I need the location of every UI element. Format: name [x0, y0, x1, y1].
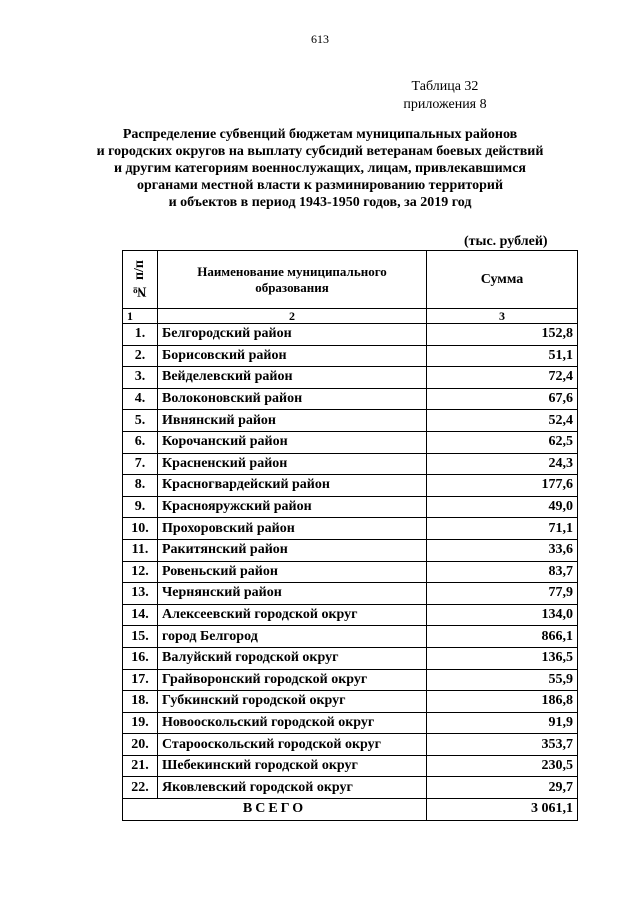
row-number: 19.	[123, 712, 158, 734]
row-name: Прохоровский район	[158, 518, 427, 540]
table-row	[123, 453, 578, 475]
row-name: Яковлевский городской округ	[158, 777, 427, 799]
header-num	[123, 251, 158, 309]
row-sum: 62,5	[427, 431, 578, 453]
row-name: Ровеньский район	[158, 561, 427, 583]
row-sum: 71,1	[427, 518, 578, 540]
row-sum: 152,8	[427, 324, 578, 346]
title-line: и другим категориям военнослужащих, лицам, привлекавшимся	[113, 161, 526, 176]
units-label: (тыс. рублей)	[464, 234, 548, 249]
row-number: 5.	[123, 410, 158, 432]
row-number: 10.	[123, 518, 158, 540]
row-sum: 134,0	[427, 604, 578, 626]
table-row	[123, 345, 578, 367]
header-sum: Сумма	[427, 251, 578, 309]
table-row	[123, 691, 578, 713]
table-row	[123, 604, 578, 626]
row-number: 7.	[123, 453, 158, 475]
row-name: Ивнянский район	[158, 410, 427, 432]
table-row	[123, 669, 578, 691]
index-num: 1	[123, 309, 158, 324]
row-sum: 186,8	[427, 691, 578, 713]
table-row	[123, 496, 578, 518]
row-sum: 33,6	[427, 539, 578, 561]
row-name: Шебекинский городской округ	[158, 755, 427, 777]
table-row	[123, 324, 578, 346]
document-title	[90, 126, 550, 211]
title-line: и объектов в период 1943-1950 годов, за 2019 год	[168, 195, 472, 210]
total-row	[123, 799, 578, 821]
header-name: Наименование муниципального образования	[158, 251, 427, 309]
header-num-label: № п/п	[132, 260, 147, 299]
table-reference	[390, 78, 500, 114]
row-number: 18.	[123, 691, 158, 713]
row-number: 15.	[123, 626, 158, 648]
table-row	[123, 583, 578, 605]
table-row	[123, 626, 578, 648]
index-name: 2	[158, 309, 427, 324]
row-sum: 353,7	[427, 734, 578, 756]
row-number: 22.	[123, 777, 158, 799]
row-number: 6.	[123, 431, 158, 453]
row-name: Красненский район	[158, 453, 427, 475]
row-sum: 77,9	[427, 583, 578, 605]
row-number: 12.	[123, 561, 158, 583]
row-number: 3.	[123, 367, 158, 389]
table-row	[123, 777, 578, 799]
row-sum: 51,1	[427, 345, 578, 367]
table-row	[123, 388, 578, 410]
row-number: 11.	[123, 539, 158, 561]
total-sum: 3 061,1	[427, 799, 578, 821]
table-row	[123, 734, 578, 756]
row-number: 17.	[123, 669, 158, 691]
row-number: 2.	[123, 345, 158, 367]
row-number: 1.	[123, 324, 158, 346]
row-name: Краснояружский район	[158, 496, 427, 518]
row-sum: 67,6	[427, 388, 578, 410]
row-sum: 55,9	[427, 669, 578, 691]
row-sum: 177,6	[427, 475, 578, 497]
table-row	[123, 518, 578, 540]
row-name: Алексеевский городской округ	[158, 604, 427, 626]
table-row	[123, 410, 578, 432]
table-row	[123, 539, 578, 561]
row-name: Грайворонский городской округ	[158, 669, 427, 691]
table-row	[123, 712, 578, 734]
row-name: Белгородский район	[158, 324, 427, 346]
row-number: 8.	[123, 475, 158, 497]
table-row	[123, 647, 578, 669]
row-number: 20.	[123, 734, 158, 756]
table-row	[123, 431, 578, 453]
row-number: 9.	[123, 496, 158, 518]
row-name: Корочанский район	[158, 431, 427, 453]
row-sum: 866,1	[427, 626, 578, 648]
index-sum: 3	[427, 309, 578, 324]
title-line: Распределение субвенций бюджетам муниципальных районов	[122, 127, 518, 142]
row-name: Волоконовский район	[158, 388, 427, 410]
row-name: Борисовский район	[158, 345, 427, 367]
title-line: органами местной власти к разминированию территорий	[136, 178, 504, 193]
row-sum: 72,4	[427, 367, 578, 389]
row-name: Валуйский городской округ	[158, 647, 427, 669]
row-name: Губкинский городской округ	[158, 691, 427, 713]
row-name: город Белгород	[158, 626, 427, 648]
table-reference-line: приложения 8	[403, 97, 487, 112]
table-row	[123, 755, 578, 777]
row-sum: 24,3	[427, 453, 578, 475]
row-name: Новооскольский городской округ	[158, 712, 427, 734]
row-name: Старооскольский городской округ	[158, 734, 427, 756]
row-number: 4.	[123, 388, 158, 410]
row-name: Красногвардейский район	[158, 475, 427, 497]
header-row	[123, 251, 578, 309]
column-index-row	[123, 309, 578, 324]
row-number: 13.	[123, 583, 158, 605]
row-number: 14.	[123, 604, 158, 626]
row-sum: 91,9	[427, 712, 578, 734]
total-label: ВСЕГО	[123, 799, 427, 821]
row-name: Ракитянский район	[158, 539, 427, 561]
row-sum: 52,4	[427, 410, 578, 432]
row-name: Вейделевский район	[158, 367, 427, 389]
row-name: Чернянский район	[158, 583, 427, 605]
page-number: 613	[311, 32, 329, 46]
table-row	[123, 475, 578, 497]
row-sum: 83,7	[427, 561, 578, 583]
subsidy-table	[122, 250, 578, 821]
row-sum: 29,7	[427, 777, 578, 799]
row-sum: 230,5	[427, 755, 578, 777]
table-reference-line: Таблица 32	[411, 79, 479, 94]
title-line: и городских округов на выплату субсидий ветеранам боевых действий	[96, 144, 544, 159]
table-row	[123, 561, 578, 583]
row-sum: 136,5	[427, 647, 578, 669]
table-row	[123, 367, 578, 389]
row-number: 16.	[123, 647, 158, 669]
row-number: 21.	[123, 755, 158, 777]
row-sum: 49,0	[427, 496, 578, 518]
